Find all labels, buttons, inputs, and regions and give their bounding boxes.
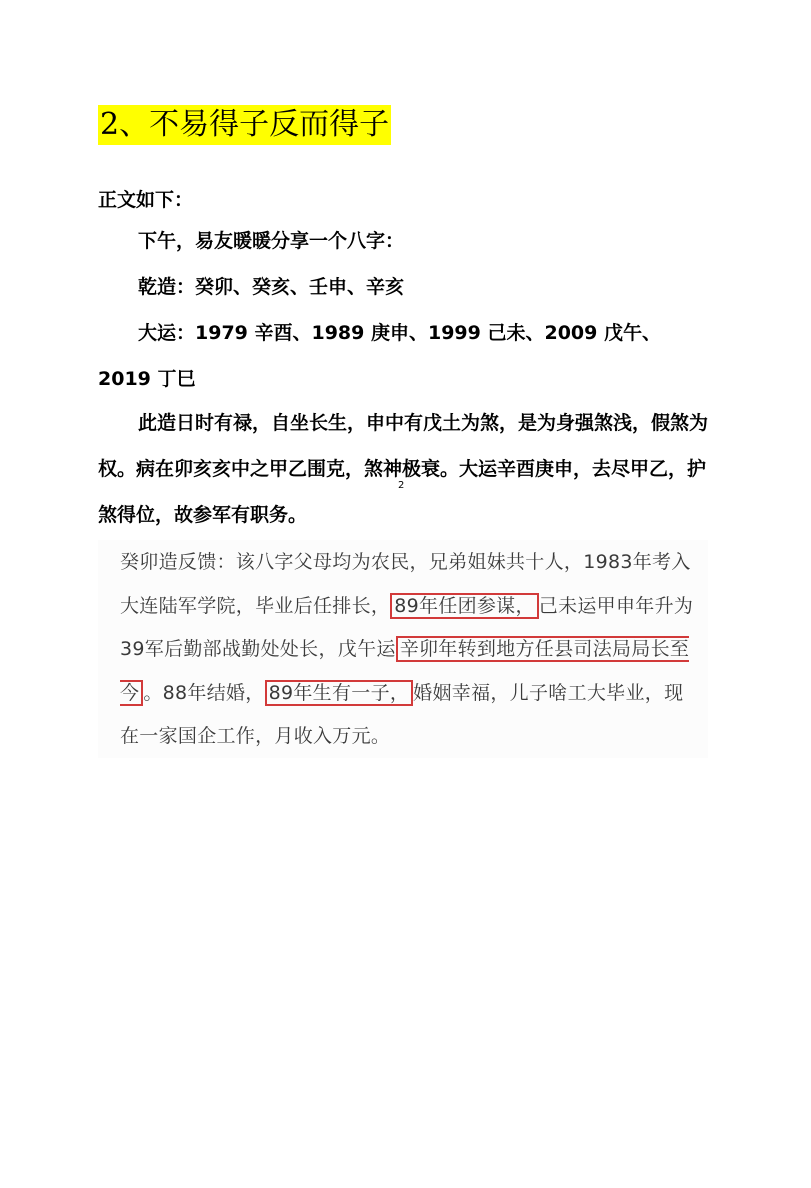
feedback-segment: 己未运甲申年升为39军后勤部战勤处处长，戊午运 bbox=[120, 594, 694, 660]
embedded-screenshot bbox=[98, 540, 708, 758]
luck-period-line: 大运：1979 辛酉、1989 庚申、1999 己未、2009 戊午、2019 丁巳 bbox=[98, 322, 661, 390]
analysis-paragraph: 此造日时有禄，自坐长生，申中有戊土为煞，是为身强煞浅，假煞为权。病在卯亥亥中之甲乙围克，煞神极衰。大运辛酉庚申，去尽甲乙，护煞得位，故参军有职务。 bbox=[98, 412, 709, 526]
highlight-box: 89年生有一子， bbox=[265, 680, 414, 706]
intro-line: 下午，易友暖暖分享一个八字： bbox=[138, 230, 405, 252]
feedback-segment: 癸卯造反馈：该八字父母均为农民，兄弟姐妹共十人，1983年考入大连陆军学院，毕业后任排长， bbox=[120, 551, 691, 617]
chart-line: 乾造：癸卯、癸亥、壬申、辛亥 bbox=[138, 276, 405, 298]
feedback-segment: 婚姻幸福，儿子啥工大毕业，现在一家国企工作，月收入万元。 bbox=[120, 681, 684, 747]
feedback-segment: 。88年结婚， bbox=[143, 681, 265, 704]
feedback-text bbox=[120, 541, 700, 759]
footnote-marker: 2 bbox=[398, 480, 405, 491]
highlight-box: 89年任团参谋， bbox=[390, 593, 539, 619]
section-heading: 2、不易得子反而得子 bbox=[98, 105, 391, 145]
highlight-box: 辛卯年转到地方任县司法局局长至今 bbox=[120, 638, 690, 704]
intro-text: 正文如下： bbox=[98, 189, 194, 211]
